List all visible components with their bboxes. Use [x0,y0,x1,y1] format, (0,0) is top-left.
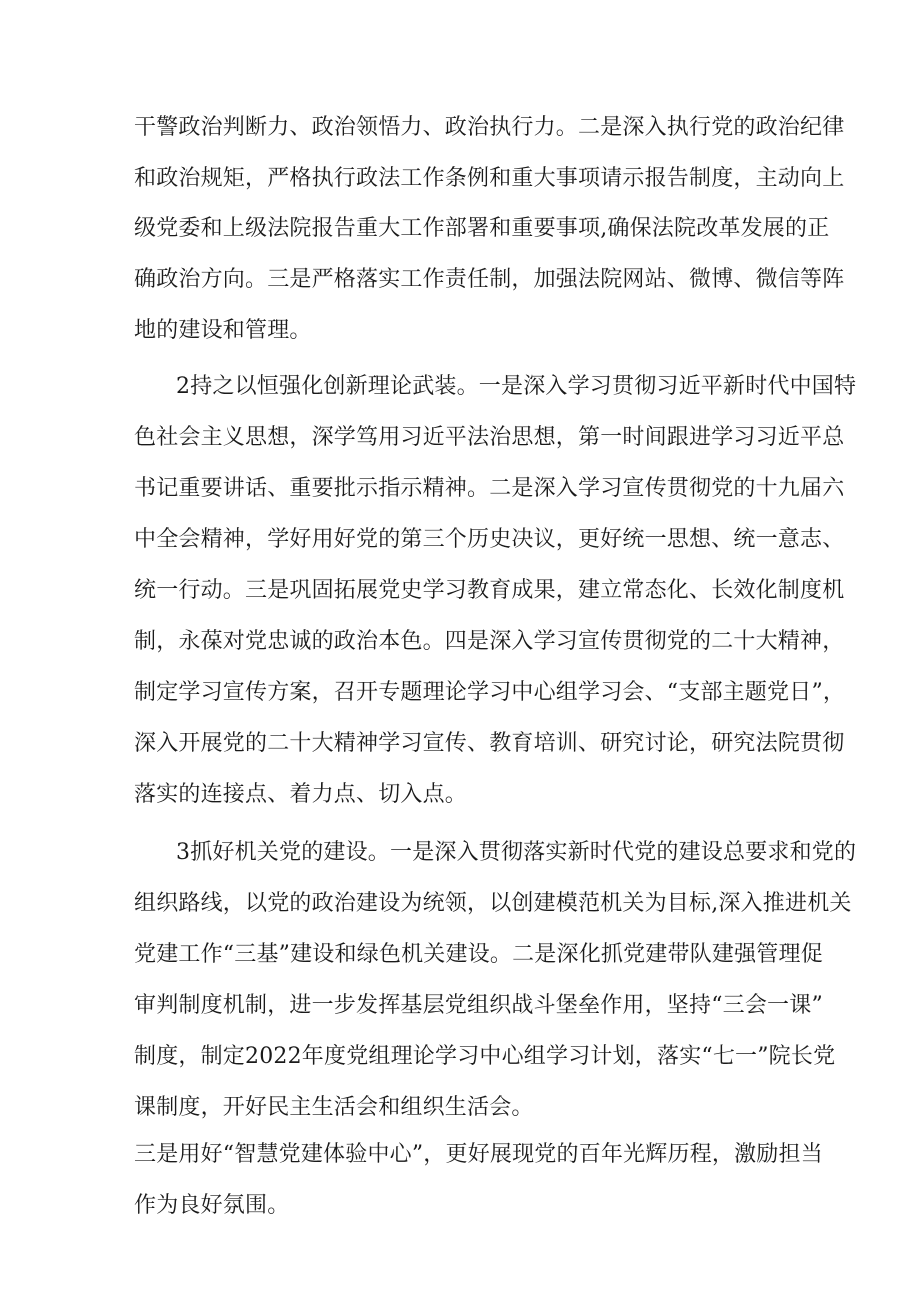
paragraph-2-line-5: 统一行动。三是巩固拓展党史学习教育成果，建立常态化、长效化制度机 [134,578,845,603]
paragraph-3-line-3: 党建工作“三基”建设和绿色机关建设。二是深化抓党建带队建强管理促 [134,942,823,967]
paragraph-1-line-2: 和政治规矩，严格执行政法工作条例和重大事项请示报告制度，主动向上 [134,166,845,191]
paragraph-2-line-6: 制，永葆对党忠诚的政治本色。四是深入学习宣传贯彻党的二十大精神， [134,629,845,654]
paragraph-4-line-1: 三是用好“智慧党建体验中心”，更好展现党的百年光辉历程，激励担当 [134,1142,823,1167]
paragraph-2-line-9: 落实的连接点、着力点、切入点。 [134,782,468,807]
paragraph-2-line-4: 中全会精神，学好用好党的第三个历史决议，更好统一思想、统一意志、 [134,527,845,552]
paragraph-3-line-6: 课制度，开好民主生活会和组织生活会。 [134,1095,534,1120]
paragraph-3-line-1: 3抓好机关党的建设。一是深入贯彻落实新时代党的建设总要求和党的 [176,840,857,865]
paragraph-1-line-5: 地的建设和管理。 [134,318,312,343]
paragraph-2-line-3: 书记重要讲话、重要批示指示精神。二是深入学习宣传贯彻党的十九届六 [134,476,845,501]
paragraph-1-line-1: 干警政治判断力、政治领悟力、政治执行力。二是深入执行党的政治纪律 [134,115,845,140]
paragraph-2-line-2: 色社会主义思想，深学笃用习近平法治思想，第一时间跟进学习习近平总 [134,425,845,450]
paragraph-1-line-4: 确政治方向。三是严格落实工作责任制，加强法院网站、微博、微信等阵 [134,267,845,292]
paragraph-3-line-5: 制度，制定2022年度党组理论学习中心组学习计划，落实“七一”院长党 [134,1044,836,1069]
paragraph-2-line-8: 深入开展党的二十大精神学习宣传、教育培训、研究讨论，研究法院贯彻 [134,731,845,756]
paragraph-2-line-1: 2持之以恒强化创新理论武装。一是深入学习贯彻习近平新时代中国特 [176,374,857,399]
paragraph-3-line-4: 审判制度机制，进一步发挥基层党组织战斗堡垒作用，坚持“三会一课” [134,993,823,1018]
paragraph-3-line-2: 组织路线，以党的政治建设为统领，以创建模范机关为目标,深入推进机关 [134,891,852,916]
paragraph-4-line-2: 作为良好氛围。 [134,1193,290,1218]
paragraph-2-line-7: 制定学习宣传方案，召开专题理论学习中心组学习会、“支部主题党日”， [134,680,846,705]
paragraph-1-line-3: 级党委和上级法院报告重大工作部署和重要事项,确保法院改革发展的正 [134,216,830,241]
